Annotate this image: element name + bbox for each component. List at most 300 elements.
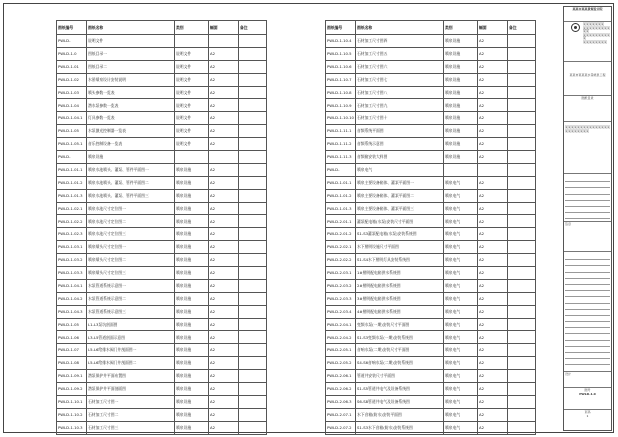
cell-name: 变频水泵(一期)安装尺寸平面图 (356, 318, 444, 331)
cell-remark (239, 305, 267, 318)
cell-size: A2 (209, 73, 239, 86)
cell-remark (508, 370, 536, 383)
cell-name: 石材加工尺寸图一 (87, 395, 175, 408)
cell-code: PWLD-1.01 (57, 60, 87, 73)
cell-name: 潜水泵参数一览表 (87, 99, 175, 112)
cell-remark (508, 421, 536, 434)
cell-size: A2 (478, 318, 508, 331)
cell-size: A2 (478, 292, 508, 305)
cell-code: PWLD-1.02.1 (57, 202, 87, 215)
cell-size: A2 (209, 344, 239, 357)
cell-code: PWLD-1.03.2 (57, 254, 87, 267)
cell-size: A2 (209, 305, 239, 318)
cell-code: PWLD-1.01.2 (326, 189, 356, 202)
table-row (326, 202, 536, 215)
cell-size: A2 (478, 254, 508, 267)
cell-size: A2 (209, 370, 239, 383)
header-size: 幅面 (478, 21, 508, 35)
cell-code: PWLD- (57, 35, 87, 48)
cell-size: A2 (478, 176, 508, 189)
table-row (326, 421, 536, 434)
cell-remark (239, 279, 267, 292)
cell-remark (508, 357, 536, 370)
table-row (57, 228, 267, 241)
cell-code: PWLD-2.02.2 (326, 254, 356, 267)
cell-remark (239, 138, 267, 151)
cell-code: PWLD-2.03.2 (326, 279, 356, 292)
cell-size: A2 (209, 202, 239, 215)
cell-name: 喷头参数一览表 (87, 86, 175, 99)
header-name: 图纸名称 (356, 21, 444, 35)
company-line: 某某某某某某某某某某某 (583, 25, 611, 34)
stamp-area (564, 221, 611, 251)
cell-code: PWLD-1.05 (57, 125, 87, 138)
cell-code: PWLD-1.10.2 (57, 408, 87, 421)
table-row (326, 125, 536, 138)
drawing-title: 图纸目录 (564, 95, 611, 121)
cell-remark (508, 99, 536, 112)
cell-code: PWLD-1.03.1 (57, 241, 87, 254)
cell-code: PWLD-2.06.3 (326, 395, 356, 408)
cell-remark (508, 86, 536, 99)
cell-remark (508, 35, 536, 48)
cell-code: PWLD-1.02.2 (57, 215, 87, 228)
cell-code: PWLD-1.05.1 (57, 138, 87, 151)
cell-name: 音频系统平面图 (356, 125, 444, 138)
cell-remark (239, 267, 267, 280)
cell-code: PWLD-1.03.3 (57, 267, 87, 280)
cell-remark (508, 112, 536, 125)
header-category: 类别 (444, 21, 478, 35)
title-block-header: 某某市某某景观设计院 (572, 7, 603, 11)
cell-category: 喷泉设施 (175, 408, 209, 421)
header-name: 图纸名称 (87, 21, 175, 35)
table-row (326, 99, 536, 112)
cell-category: 喷泉电气 (444, 421, 478, 434)
cell-name: 音频箱安装大样图 (356, 151, 444, 164)
cell-code: PWLD-1.04 (57, 99, 87, 112)
cell-remark (239, 292, 267, 305)
cell-name: 喷泉水池喷头、灌泵、管件平面图一 (87, 163, 175, 176)
cell-category: 喷泉设施 (175, 189, 209, 202)
cell-code: PWLD-2.02.1 (326, 241, 356, 254)
cell-name: 潜泵保护井平面剖面图 (87, 383, 175, 396)
cell-remark (239, 370, 267, 383)
cell-code: PWLD-1.06 (57, 331, 87, 344)
cell-code: PWLD- (326, 163, 356, 176)
cell-category: 喷泉设施 (444, 151, 478, 164)
table-row (326, 279, 536, 292)
cell-category: 喷泉设施 (444, 86, 478, 99)
cell-size: A2 (209, 254, 239, 267)
cell-size: A2 (478, 73, 508, 86)
cell-name: 喷泉喷头尺寸定位图一 (87, 241, 175, 254)
table-row (326, 228, 536, 241)
cell-category: 喷泉设施 (175, 163, 209, 176)
header-size: 幅面 (209, 21, 239, 35)
cell-remark (508, 125, 536, 138)
cell-size: A2 (209, 267, 239, 280)
cell-code: PWLD-1.0 (57, 47, 87, 60)
designer-label: 设计 (565, 372, 572, 376)
cell-category: 喷泉设施 (175, 254, 209, 267)
cell-code: PWLD-2.03.4 (326, 305, 356, 318)
cell-remark (508, 176, 536, 189)
cell-size: A2 (478, 189, 508, 202)
cell-name: 水景喷泉设计安装说明 (87, 73, 175, 86)
cell-code: PWLD-1.01.2 (57, 176, 87, 189)
cell-size: A2 (478, 47, 508, 60)
cell-remark (239, 163, 267, 176)
cell-size: A2 (209, 331, 239, 344)
table-row (57, 344, 267, 357)
cell-name: L3-L5管道剖面示意图 (87, 331, 175, 344)
table-row (57, 60, 267, 73)
cell-remark (508, 163, 536, 176)
table-row (326, 331, 536, 344)
cell-size: A2 (478, 35, 508, 48)
cell-remark (508, 292, 536, 305)
cell-category: 喷泉设施 (175, 267, 209, 280)
cell-size (478, 163, 508, 176)
table-row (57, 163, 267, 176)
cell-remark (239, 202, 267, 215)
cell-category: 说明文件 (175, 99, 209, 112)
cell-name: 水泵管道系统示意图一 (87, 279, 175, 292)
cell-remark (239, 357, 267, 370)
cell-remark (239, 60, 267, 73)
cell-category: 喷泉电气 (444, 267, 478, 280)
cell-category: 喷泉电气 (444, 292, 478, 305)
cell-code: PWLD-1.02 (57, 73, 87, 86)
cell-size: A2 (478, 370, 508, 383)
cell-remark (239, 125, 267, 138)
cell-code: PWLD-1.04.2 (57, 292, 87, 305)
cell-category: 喷泉电气 (444, 241, 478, 254)
cell-code: PWLD-1.11.2 (326, 138, 356, 151)
cell-remark (508, 305, 536, 318)
cell-size (209, 35, 239, 48)
table-row (326, 357, 536, 370)
cell-name: 喷泉水池喷头、灌泵、管件平面图三 (87, 189, 175, 202)
cell-remark (508, 383, 536, 396)
table-row (57, 99, 267, 112)
cell-name: 喷泉主要设备箱体、灌泵平面图二 (356, 189, 444, 202)
cell-name: 喷泉电气 (356, 163, 444, 176)
cell-remark (239, 47, 267, 60)
table-header-row (326, 21, 536, 35)
cell-code: PWLD-1.05 (57, 318, 87, 331)
table-row (57, 112, 267, 125)
cell-remark (508, 151, 536, 164)
cell-name: 喷泉水池尺寸定位图三 (87, 228, 175, 241)
cell-size: A2 (478, 344, 508, 357)
cell-name: 石材加工尺寸图三 (87, 421, 175, 434)
cell-size: A2 (209, 99, 239, 112)
cell-code: PWLD-1.08 (57, 357, 87, 370)
cell-remark (508, 228, 536, 241)
table-row (326, 370, 536, 383)
cell-code: PWLD-2.01.1 (326, 215, 356, 228)
cell-category: 喷泉设施 (444, 112, 478, 125)
cell-category: 说明文件 (175, 112, 209, 125)
cell-code: PWLD-1.11.1 (326, 125, 356, 138)
cell-size: A2 (478, 99, 508, 112)
cell-remark (239, 408, 267, 421)
cell-name: 喷泉设施 (87, 151, 175, 164)
cell-code: PWLD-1.03 (57, 86, 87, 99)
cell-remark (239, 421, 267, 434)
cell-category: 喷泉电气 (444, 279, 478, 292)
cell-size: A2 (209, 138, 239, 151)
table-row (57, 189, 267, 202)
sheet-number-row (564, 387, 611, 409)
table-header-row (57, 21, 267, 35)
table-row (57, 383, 267, 396)
table-row (326, 254, 536, 267)
cell-name: 石材加工尺寸图九 (356, 99, 444, 112)
cell-code: PWLD-2.01.2 (326, 228, 356, 241)
header-remark: 备注 (508, 21, 536, 35)
cell-size: A2 (478, 267, 508, 280)
cell-size: A2 (478, 60, 508, 73)
note-block: 某某某某某某某某某某某某某某某某某某某某某某某 (564, 121, 611, 173)
cell-name: S4-S6音响水泵(二期)安装系统图 (356, 357, 444, 370)
cell-remark (239, 176, 267, 189)
cell-size: A2 (478, 408, 508, 421)
cell-category: 喷泉设施 (175, 228, 209, 241)
cell-name: 2#照明配电箱供水系统图 (356, 279, 444, 292)
cell-category: 喷泉设施 (175, 421, 209, 434)
cell-category: 说明文件 (175, 73, 209, 86)
cell-name: 喷泉水池尺寸定位图二 (87, 215, 175, 228)
cell-remark (239, 241, 267, 254)
table-row (57, 241, 267, 254)
cell-size: A2 (209, 47, 239, 60)
cell-name: 石材加工尺寸图十 (356, 112, 444, 125)
cell-category: 喷泉设施 (444, 60, 478, 73)
cell-code: PWLD-2.06.2 (326, 383, 356, 396)
cell-remark (508, 254, 536, 267)
cell-name: 3#照明配电箱供水系统图 (356, 292, 444, 305)
title-block (563, 6, 612, 431)
cell-code: PWLD-1.10.6 (326, 60, 356, 73)
cell-code: PWLD-1.10.10 (326, 112, 356, 125)
table-row (57, 408, 267, 421)
cell-size: A2 (209, 241, 239, 254)
cell-category: 喷泉设施 (444, 73, 478, 86)
cell-size: A2 (478, 305, 508, 318)
cell-category: 说明文件 (175, 60, 209, 73)
cell-code: PWLD-2.06.1 (326, 370, 356, 383)
table-row (326, 151, 536, 164)
cell-remark (239, 383, 267, 396)
cell-size: A2 (478, 357, 508, 370)
cell-remark (239, 318, 267, 331)
signature-grid (564, 251, 611, 371)
cell-remark (508, 60, 536, 73)
cell-code: PWLD-1.04.1 (57, 279, 87, 292)
table-row (57, 279, 267, 292)
table-row (57, 151, 267, 164)
table-row (57, 331, 267, 344)
cell-code: PWLD-2.05.2 (326, 357, 356, 370)
table-row (326, 176, 536, 189)
table-row (326, 35, 536, 48)
cell-code: PWLD-1.09.1 (57, 370, 87, 383)
cell-category: 喷泉设施 (444, 47, 478, 60)
cell-remark (508, 241, 536, 254)
cell-category: 喷泉设施 (175, 331, 209, 344)
cell-category: 喷泉电气 (444, 254, 478, 267)
table-row (57, 47, 267, 60)
cell-name: 喷泉喷头尺寸定位图三 (87, 267, 175, 280)
cell-size: A2 (478, 331, 508, 344)
cell-size: A2 (209, 112, 239, 125)
cell-remark (239, 189, 267, 202)
cell-name: 水下照明设施尺寸平面图 (356, 241, 444, 254)
project-name: 某某市某某某水景喷泉工程 (564, 61, 611, 95)
cell-category: 喷泉设施 (175, 176, 209, 189)
cell-size: A2 (209, 318, 239, 331)
cell-category: 喷泉电气 (444, 408, 478, 421)
cell-category: 喷泉设施 (175, 241, 209, 254)
cell-name: S6-S8管道井电气及设备系统图 (356, 395, 444, 408)
cell-size: A2 (209, 228, 239, 241)
table-row (326, 292, 536, 305)
cell-name: S1-S3变频水泵(一期)安装系统图 (356, 331, 444, 344)
cell-remark (239, 112, 267, 125)
cell-category: 喷泉电气 (444, 176, 478, 189)
cell-code: PWLD-1.01.1 (326, 176, 356, 189)
cell-code: PWLD-1.11.3 (326, 151, 356, 164)
cell-code: PWLD-1.02.3 (57, 228, 87, 241)
cell-size: A2 (209, 163, 239, 176)
cell-size: A2 (478, 241, 508, 254)
cell-name: 图纸目录二 (87, 60, 175, 73)
cell-name: L1-L3泵坑剖面图 (87, 318, 175, 331)
cell-code: PWLD-2.04.2 (326, 331, 356, 344)
cell-name: 管道井安装尺寸平面图 (356, 370, 444, 383)
cell-category: 喷泉设施 (444, 35, 478, 48)
cell-size: A2 (478, 151, 508, 164)
cell-code: PWLD-1.10.5 (326, 47, 356, 60)
designer-row (564, 371, 611, 387)
cell-category: 说明文件 (175, 47, 209, 60)
table-row (326, 241, 536, 254)
cell-size: A2 (209, 421, 239, 434)
sheet-number: PWLD-1.0 (579, 391, 596, 396)
table-row (326, 73, 536, 86)
table-row (57, 305, 267, 318)
cell-remark (239, 35, 267, 48)
table-row (57, 318, 267, 331)
cell-name: 石材加工尺寸图五 (356, 47, 444, 60)
cell-category: 喷泉设施 (175, 344, 209, 357)
cell-size: A2 (209, 125, 239, 138)
table-row (326, 138, 536, 151)
company-line: 某某某某某某某某某某 (583, 32, 611, 41)
cell-remark (239, 331, 267, 344)
cell-size: A2 (478, 395, 508, 408)
cell-size: A2 (209, 408, 239, 421)
cell-remark (508, 331, 536, 344)
table-row (57, 421, 267, 434)
table-row (57, 254, 267, 267)
cell-code: PWLD-1.01.3 (326, 202, 356, 215)
cell-remark (239, 99, 267, 112)
cell-name: 石材加工尺寸图二 (87, 408, 175, 421)
table-row (326, 189, 536, 202)
cell-size: A2 (478, 421, 508, 434)
table-row (326, 86, 536, 99)
cell-code: PWLD-1.10.9 (326, 99, 356, 112)
page-number-label: 页码 (584, 410, 591, 414)
cell-remark (239, 151, 267, 164)
table-row (57, 138, 267, 151)
cell-name: 潜泵保护井平面布置图 (87, 370, 175, 383)
cell-category: 喷泉设施 (444, 125, 478, 138)
cell-name: 图纸目录一 (87, 47, 175, 60)
cell-code: PWLD-1.01.3 (57, 189, 87, 202)
cell-name: 喷泉水池喷头、灌泵、管件平面图二 (87, 176, 175, 189)
table-row (326, 60, 536, 73)
cell-name: 水泵激光控制器一览表 (87, 125, 175, 138)
header-code: 图纸编号 (57, 21, 87, 35)
cell-name: 灌泵配电箱(水泵)安装尺寸平面图 (356, 215, 444, 228)
cell-category: 喷泉电气 (444, 357, 478, 370)
cell-name: 说明文件 (87, 35, 175, 48)
cell-size: A2 (478, 215, 508, 228)
cell-size: A2 (478, 383, 508, 396)
table-row (57, 35, 267, 48)
cell-name: 石材加工尺寸图七 (356, 73, 444, 86)
cell-category: 喷泉设施 (175, 370, 209, 383)
table-row (326, 408, 536, 421)
cell-remark (239, 344, 267, 357)
cell-remark (508, 138, 536, 151)
cell-category (175, 151, 209, 164)
cell-name: 1#照明配电箱供水系统图 (356, 267, 444, 280)
cell-category: 喷泉电气 (444, 370, 478, 383)
cell-size: A2 (209, 86, 239, 99)
table-row (57, 357, 267, 370)
cell-category: 喷泉电气 (444, 383, 478, 396)
drawing-index-table-right (325, 20, 536, 435)
cell-category: 喷泉设施 (175, 357, 209, 370)
cell-category: 喷泉设施 (175, 202, 209, 215)
cell-category (175, 35, 209, 48)
table-row (57, 292, 267, 305)
cell-remark (239, 73, 267, 86)
cell-size: A2 (478, 86, 508, 99)
cell-name: 喷泉喷头尺寸定位图二 (87, 254, 175, 267)
cell-name: 水下音箱(防水)安装平面图 (356, 408, 444, 421)
cell-size: A2 (478, 138, 508, 151)
cell-category: 喷泉设施 (175, 318, 209, 331)
cell-code: PWLD-1.10.1 (57, 395, 87, 408)
cell-code: PWLD-2.03.3 (326, 292, 356, 305)
cell-code: PWLD-1.07 (57, 344, 87, 357)
cell-code: PWLD-2.04.1 (326, 318, 356, 331)
cell-size: A2 (209, 60, 239, 73)
cell-category: 喷泉设施 (175, 279, 209, 292)
cell-size: A2 (478, 125, 508, 138)
header-code: 图纸编号 (326, 21, 356, 35)
cell-remark (239, 215, 267, 228)
cell-size: A2 (478, 228, 508, 241)
cell-code: PWLD- (57, 151, 87, 164)
